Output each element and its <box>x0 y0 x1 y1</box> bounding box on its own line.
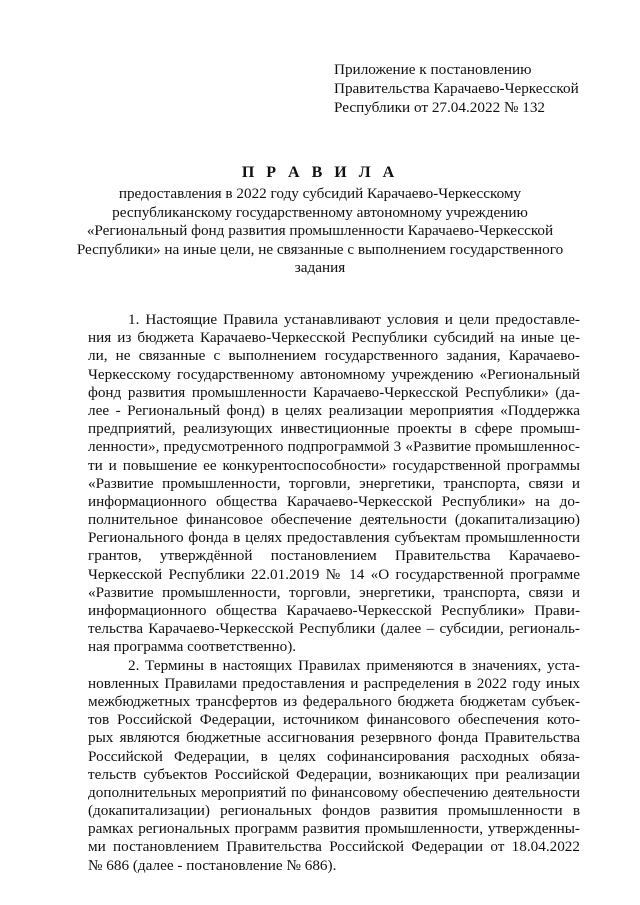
document-body <box>88 311 580 875</box>
paragraph-line: Регионального фонда в целях предоставления субъектам промышленности <box>88 529 580 547</box>
paragraph-line: «Развитие промышленности, торговли, энергетики, транспорта, связи и <box>88 583 580 601</box>
paragraph-line: (докапитализации) региональных фондов развития промышленности в <box>88 802 580 820</box>
paragraph-line: № 686 (далее - постановление № 686). <box>88 856 337 874</box>
paragraph-line: лее - Региональный фонд) в целях реализации мероприятия «Поддержка <box>88 401 580 419</box>
subtitle-line: задания <box>294 259 346 277</box>
paragraph-line: 1. Настоящие Правила устанавливают условия и цели предоставле- <box>128 311 580 328</box>
paragraph-line: Черкесской Республики 22.01.2019 № 14 «О государственной программе <box>88 565 580 583</box>
paragraph-1 <box>88 311 580 657</box>
paragraph-line: фонд развития промышленности Карачаево-Черкесской Республики» (да- <box>88 383 580 401</box>
paragraph-line: информационного общества Карачаево-Черкесской Республики» на до- <box>88 492 580 510</box>
paragraph-line: полнительное финансовое обеспечение деятельности (докапитализацию) <box>88 511 580 529</box>
paragraph-line: межбюджетных трансфертов из федерального бюджета бюджетам субъек- <box>88 692 580 710</box>
appendix-line: Республики от 27.04.2022 № 132 <box>334 99 546 116</box>
paragraph-line: ния из бюджета Карачаево-Черкесской Республики субсидий на иные це- <box>88 329 580 347</box>
paragraph-line: «Развитие промышленности, торговли, энергетики, транспорта, связи и <box>88 474 580 492</box>
document-heading <box>60 163 580 278</box>
paragraph-line: Российской Федерации, в целях софинансирования расходных обяза- <box>88 747 580 765</box>
subtitle-line: республиканскому государственному автономному учреждению <box>112 203 528 221</box>
subtitle-line: «Региональный фонд развития промышленности Карачаево-Черкесской <box>86 222 554 240</box>
paragraph-line: рых являются бюджетные ассигнования резервного фонда Правительства <box>88 729 580 747</box>
appendix-note <box>334 60 579 117</box>
paragraph-line: тельства Карачаево-Черкесской Республики (далее – субсидии, региональ- <box>88 620 580 638</box>
paragraph-line: тельств субъектов Российской Федерации, возникающих при реализации <box>88 765 580 783</box>
appendix-line: Приложение к постановлению <box>334 61 532 78</box>
paragraph-line: ти и повышение ее конкурентоспособности» государственной программы <box>88 456 580 474</box>
document-subtitle <box>60 185 580 278</box>
paragraph-line: ми постановлением Правительства Российской Федерации от 18.04.2022 <box>88 838 580 856</box>
paragraph-line: 2. Термины в настоящих Правилах применяются в значениях, уста- <box>128 656 580 674</box>
paragraph-line: информационного общества Карачаево-Черкесской Республики» Прави- <box>88 602 580 619</box>
paragraph-line: предприятий, реализующих инвестиционные проекты в сфере промыш- <box>88 420 580 438</box>
paragraph-line: грантов, утверждённой постановлением Правительства Карачаево- <box>88 547 580 565</box>
paragraph-2 <box>88 657 580 875</box>
paragraph-line: тов Российской Федерации, источником финансового обеспечения кото- <box>88 711 580 729</box>
paragraph-line: дополнительных мероприятий по финансовому обеспечению деятельности <box>88 783 580 801</box>
paragraph-line: ная программа соответственно). <box>88 638 297 656</box>
subtitle-line: предоставления в 2022 году субсидий Карачаево-Черкесскому <box>118 185 522 202</box>
subtitle-line: Республики» на иные цели, не связанные с выполнением государственного <box>76 240 564 258</box>
paragraph-line: новленных Правилами предоставления и распределения в 2022 году иных <box>88 674 580 692</box>
document-title: П Р А В И Л А <box>241 164 399 181</box>
paragraph-line: ленности», предусмотренного подпрограммой 3 «Развитие промышленнос- <box>88 438 580 456</box>
paragraph-line: ли, не связанные с выполнением государственного задания, Карачаево- <box>88 347 580 365</box>
paragraph-line: рамках региональных программ развития промышленности, утвержденны- <box>88 820 580 838</box>
paragraph-line: Черкесскому государственному автономному учреждению «Региональный <box>88 365 580 383</box>
appendix-line: Правительства Карачаево-Черкесской <box>334 80 579 97</box>
